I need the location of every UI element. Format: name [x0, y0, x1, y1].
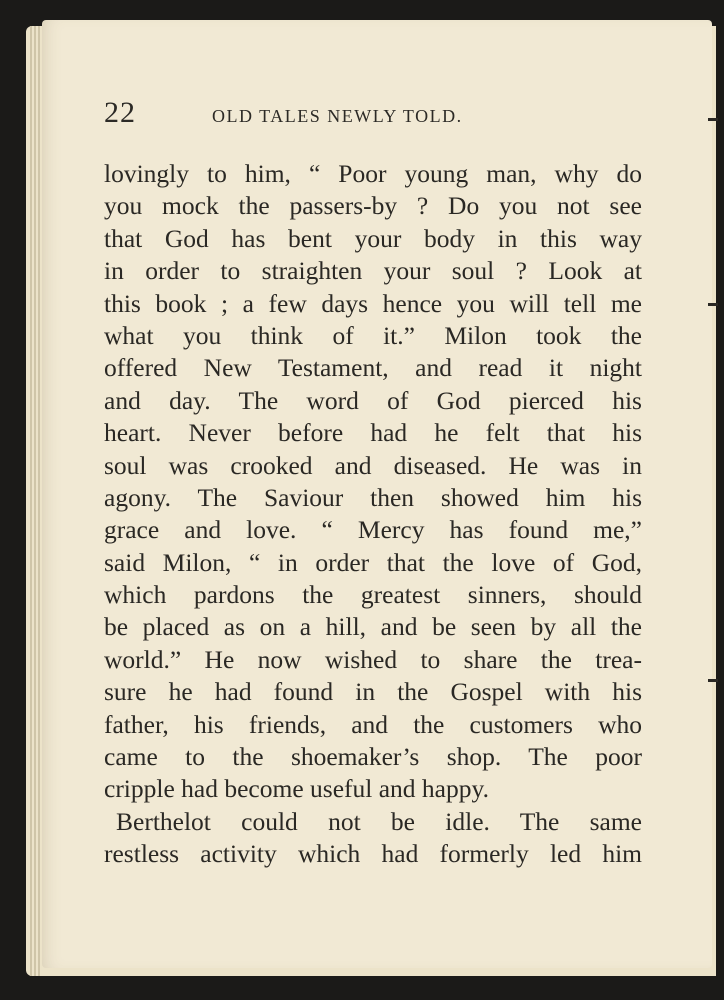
text-line: restless activity which had formerly led him — [104, 839, 642, 869]
page-marker — [708, 303, 718, 306]
page-header — [104, 92, 642, 132]
body-text — [104, 158, 642, 871]
page-marker — [708, 679, 718, 682]
text-line: lovingly to him, “ Poor young man, why do — [104, 159, 642, 188]
text-line: Berthelot could not be idle. The same — [116, 806, 642, 836]
text-line: came to the shoemaker’s shop. The poor — [104, 742, 642, 772]
text-line: in order to straighten your soul ? Look at — [104, 256, 642, 286]
page-edge — [34, 26, 36, 976]
running-title: OLD TALES NEWLY TOLD. — [212, 106, 463, 126]
text-line: which pardons the greatest sinners, should — [104, 580, 642, 610]
page-number: 22 — [104, 96, 136, 129]
page-edge — [38, 26, 40, 976]
text-line: and day. The word of God pierced his — [104, 385, 642, 415]
text-line: that God has bent your body in this way — [104, 223, 642, 253]
page-marker — [708, 118, 718, 121]
text-line: soul was crooked and diseased. He was in — [104, 450, 642, 480]
text-line: said Milon, “ in order that the love of God, — [104, 547, 642, 577]
text-line: father, his friends, and the customers who — [104, 709, 642, 739]
text-line: sure he had found in the Gospel with his — [104, 677, 642, 707]
text-line: grace and love. “ Mercy has found me,” — [104, 515, 642, 545]
text-line: be placed as on a hill, and be seen by all the — [104, 612, 642, 642]
text-line: offered New Testament, and read it night — [104, 353, 642, 383]
text-line: cripple had become useful and happy. — [104, 774, 489, 804]
text-line: what you think of it.” Milon took the — [104, 320, 642, 350]
text-line: this book ; a few days hence you will tell me — [104, 288, 642, 318]
page-edge — [30, 26, 32, 976]
text-line: you mock the passers-by ? Do you not see — [104, 191, 642, 221]
text-line: heart. Never before had he felt that his — [104, 418, 642, 448]
text-line: agony. The Saviour then showed him his — [104, 482, 642, 512]
text-line: world.” He now wished to share the trea- — [104, 644, 642, 674]
